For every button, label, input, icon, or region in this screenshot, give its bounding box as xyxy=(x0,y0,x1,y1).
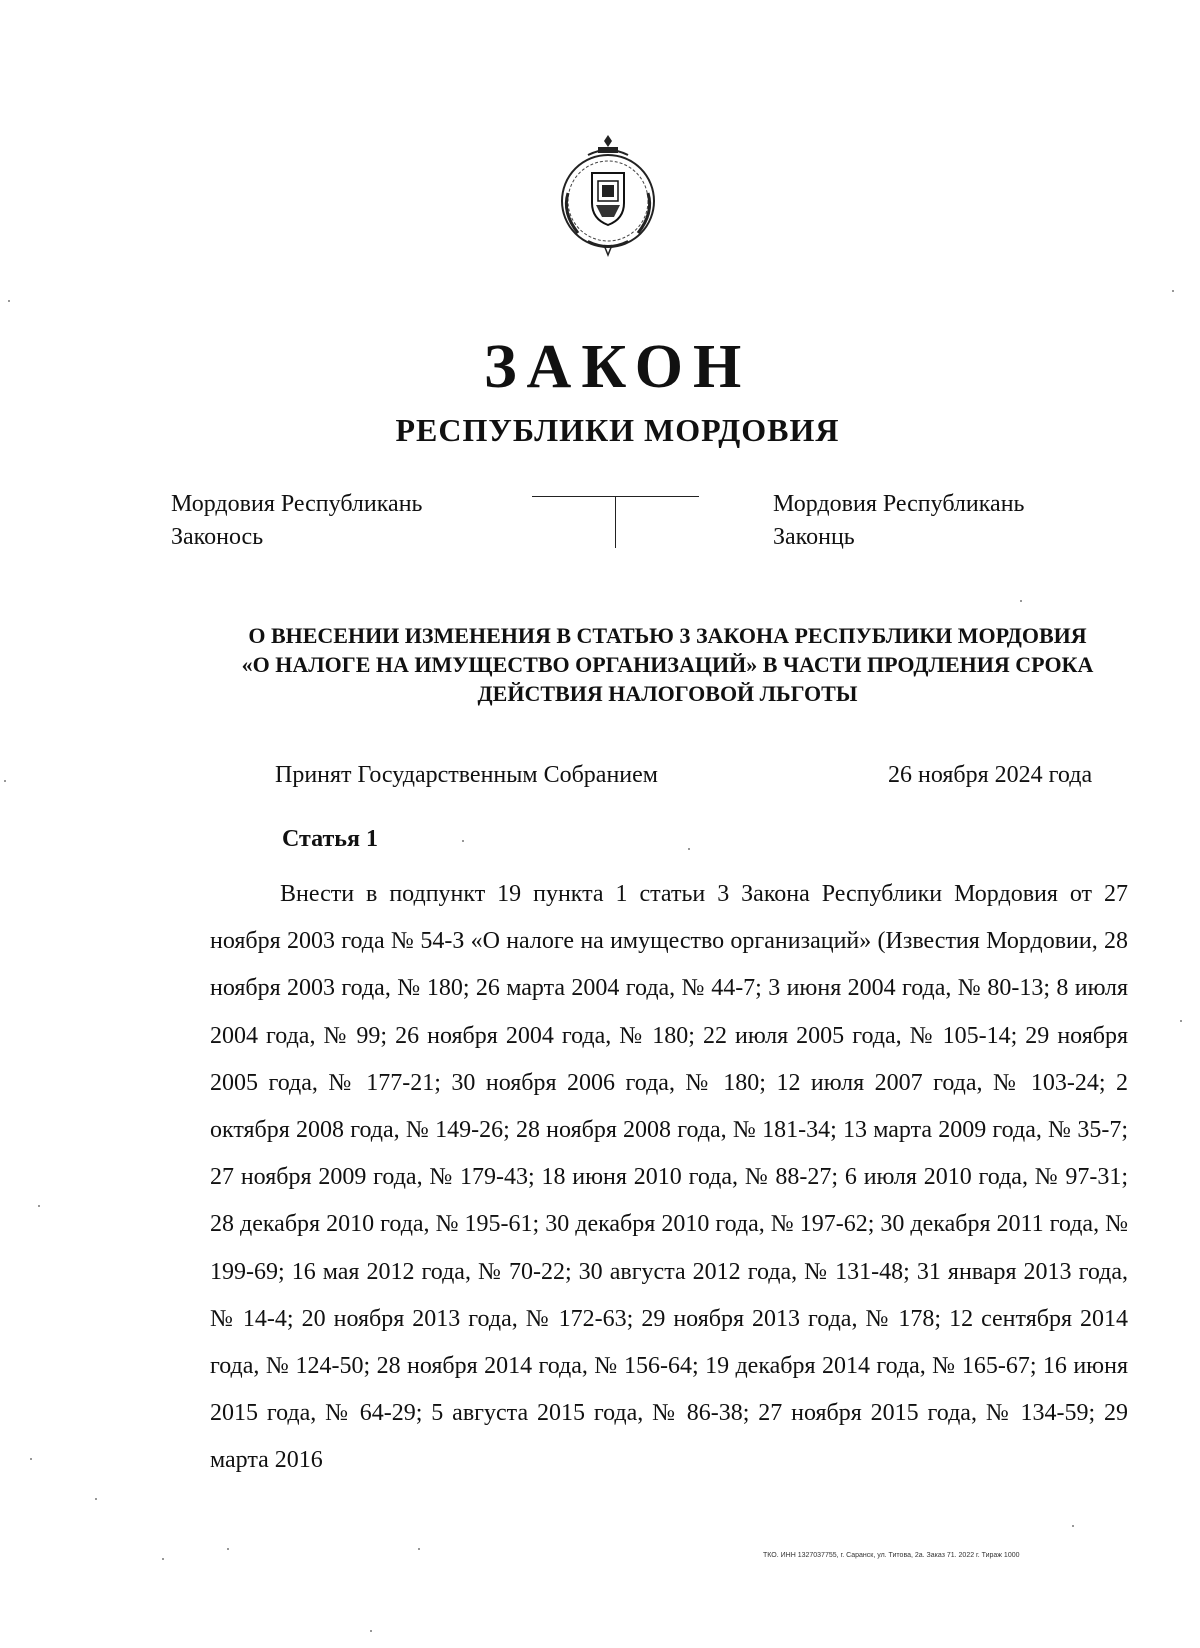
scan-speck xyxy=(1180,1020,1182,1022)
scan-speck xyxy=(688,848,690,850)
language-label-right-line1: Мордовия Республикань xyxy=(773,491,1025,517)
adoption-date: 26 ноября 2024 года xyxy=(888,762,1093,788)
coat-of-arms-icon xyxy=(548,133,668,258)
scan-speck xyxy=(1072,1525,1074,1527)
language-label-left-line1: Мордовия Республикань xyxy=(171,491,423,517)
scan-speck xyxy=(162,1558,164,1560)
scan-speck xyxy=(1172,290,1174,292)
law-heading-line1: О ВНЕСЕНИИ ИЗМЕНЕНИЯ В СТАТЬЮ 3 ЗАКОНА РЕСПУБЛИКИ МОРДОВИЯ xyxy=(248,623,1087,648)
language-label-right-line2: Законць xyxy=(773,524,855,550)
scan-speck xyxy=(4,780,6,782)
scan-speck xyxy=(95,1498,97,1500)
law-heading-line3: ДЕЙСТВИЯ НАЛОГОВОЙ ЛЬГОТЫ xyxy=(477,681,858,706)
language-label-right xyxy=(773,488,1024,554)
scan-speck xyxy=(462,840,464,842)
article-title: Статья 1 xyxy=(282,826,378,852)
language-label-left xyxy=(171,488,422,554)
law-heading xyxy=(195,621,1140,708)
article-text: Внести в подпункт 19 пункта 1 статьи 3 Закона Республики Мордовия от 27 ноября 2003 года № 54-З «О налоге на имущество организаций» (Известия Мордовии, 28 ноября 2003 года, № 180; 26 марта 2004 года, № 44-7; 3 июня 2004 года, № 80-13; 8 июля 2004 года, № 99; 26 ноября 2004 года, № 180; 22 июля 2005 года, № 105-14; 29 ноября 2005 года, № 177-21; 30 ноября 2006 года, № 180; 12 июля 2007 года, № 103-24; 2 октября 2008 года, № 149-26; 28 ноября 2008 года, № 181-34; 13 марта 2009 года, № 35-7; 27 ноября 2009 года, № 179-43; 18 июня 2010 года, № 88-27; 6 июля 2010 года, № 97-31; 28 декабря 2010 года, № 195-61; 30 декабря 2010 года, № 197-62; 30 декабря 2011 года, № 199-69; 16 мая 2012 года, № 70-22; 30 августа 2012 года, № 131-48; 31 января 2013 года, № 14-4; 20 ноября 2013 года, № 172-63; 29 ноября 2013 года, № 178; 12 сентября 2014 года, № 124-50; 28 ноября 2014 года, № 156-64; 19 декабря 2014 года, № 165-67; 16 июня 2015 года, № 64-29; 5 августа 2015 года, № 86-38; 27 ноября 2015 года, № 134-59; 29 марта 2016 xyxy=(210,881,1128,1474)
scan-speck xyxy=(1020,600,1022,602)
scan-speck xyxy=(370,1630,372,1632)
language-label-left-line2: Законось xyxy=(171,524,264,550)
number-field-divider xyxy=(615,496,616,548)
scan-speck xyxy=(38,1205,40,1207)
scan-speck xyxy=(418,1548,420,1550)
printing-imprint: ТКО. ИНН 1327037755, г. Саранск, ул. Титова, 2а. Заказ 71. 2022 г. Тираж 1000 xyxy=(763,1552,1020,1559)
law-title: ЗАКОН xyxy=(483,333,752,401)
scan-speck xyxy=(30,1458,32,1460)
scan-speck xyxy=(8,300,10,302)
law-heading-line2: «О НАЛОГЕ НА ИМУЩЕСТВО ОРГАНИЗАЦИЙ» В ЧАСТИ ПРОДЛЕНИЯ СРОКА xyxy=(241,652,1094,677)
scan-speck xyxy=(227,1548,229,1550)
law-subtitle: РЕСПУБЛИКИ МОРДОВИЯ xyxy=(395,412,840,448)
adopted-by: Принят Государственным Собранием xyxy=(275,762,658,788)
